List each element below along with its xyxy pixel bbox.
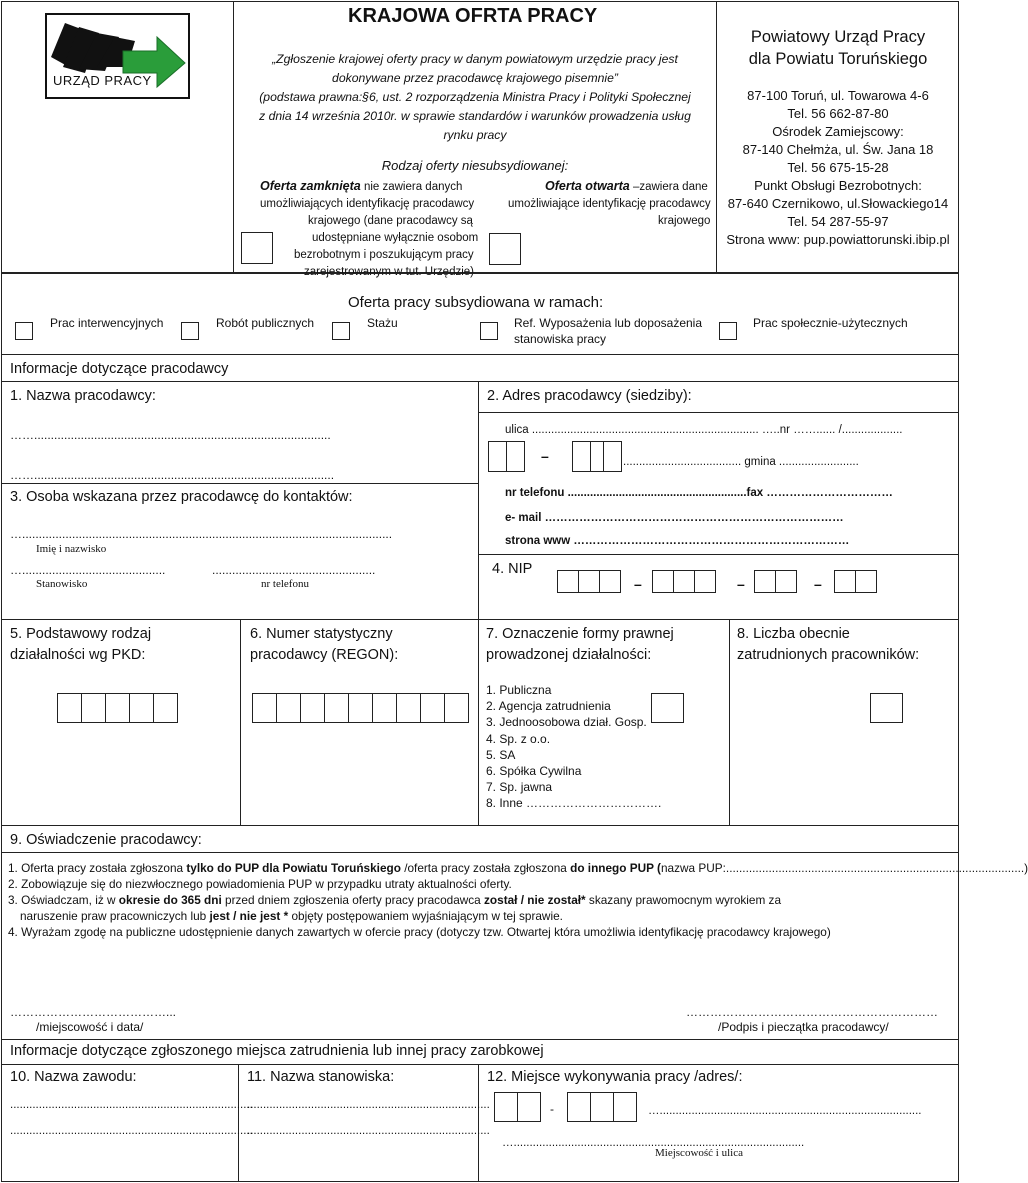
field-3-phone-label: nr telefonu <box>261 578 309 590</box>
legal-form-option: 2. Agencja zatrudnienia <box>486 699 611 714</box>
legal-form-option: 8. Inne ……………………………. <box>486 796 662 811</box>
subsidized-title: Oferta pracy subsydiowana w ramach: <box>348 294 604 311</box>
legal-form-option: 1. Publiczna <box>486 683 552 697</box>
field-12-line-2[interactable]: …........................................................................................... <box>502 1137 805 1149</box>
field-3-name-line[interactable]: …............................................................................................................... <box>10 527 393 541</box>
legal-form-option: 4. Sp. z o.o. <box>486 731 551 746</box>
nip-dash-1: – <box>634 576 642 592</box>
nip-cell-10[interactable] <box>855 570 877 593</box>
declaration-item-3-cont: naruszenie praw pracowniczych lub jest / nie jest * objęty postępowaniem wyjaśniającym w tej sprawie. <box>20 909 563 923</box>
logo-text: URZĄD PRACY <box>53 73 152 88</box>
legal-form-option: 7. Sp. jawna <box>486 780 553 795</box>
open-offer-title: Oferta otwarta <box>545 179 630 193</box>
logo <box>45 13 190 99</box>
declaration-item-1: 1. Oferta pracy została zgłoszona tylko do PUP dla Powiatu Toruńskiego /oferta pracy została zgłoszona do innego PUP (nazwa PUP:...........................................................................................) <box>8 861 1028 875</box>
field-12-label: 12. Miejsce wykonywania pracy /adres/: <box>487 1069 743 1085</box>
legal-form-checkbox[interactable] <box>651 693 684 723</box>
declaration-title-line <box>1 852 959 853</box>
workplace-top-line <box>1 1039 959 1040</box>
workplace-postal-cell-3[interactable] <box>567 1092 591 1122</box>
workplace-postal-cell-2[interactable] <box>517 1092 541 1122</box>
section-5-top-line <box>1 619 959 620</box>
field-1-label: 1. Nazwa pracodawcy: <box>10 388 156 404</box>
field-11-line-2[interactable]: ............................................................................ <box>247 1125 490 1137</box>
section-5-div-1 <box>240 619 241 825</box>
declaration-text <box>8 860 1028 940</box>
nip-cell-9[interactable] <box>834 570 856 593</box>
closed-offer-checkbox[interactable] <box>241 232 273 264</box>
field-12-line-1[interactable]: ….................................................................................. <box>648 1105 922 1117</box>
employer-section-title: Informacje dotyczące pracodawcy <box>10 361 229 377</box>
nip-cell-5[interactable] <box>673 570 695 593</box>
subsidized-checkbox-equipment[interactable] <box>480 322 498 340</box>
legal-form-option: 3. Jednoosobowa dział. Gosp. <box>486 715 647 730</box>
nip-top-line <box>478 554 959 555</box>
declaration-item-2: 2. Zobowiązuje się do niezwłocznego powiadomienia PUP w przypadku utraty aktualności oferty. <box>8 877 512 891</box>
regon-cell-8[interactable] <box>420 693 445 723</box>
pkd-cell-2[interactable] <box>81 693 106 723</box>
pkd-cell-5[interactable] <box>153 693 178 723</box>
nip-cell-7[interactable] <box>754 570 776 593</box>
nip-cell-8[interactable] <box>775 570 797 593</box>
legal-form-option: 6. Spółka Cywilna <box>486 764 582 779</box>
section-5-div-3 <box>729 619 730 825</box>
workplace-postal-cell-5[interactable] <box>613 1092 637 1122</box>
nip-cell-3[interactable] <box>599 570 621 593</box>
page-title: KRAJOWA OFRTA PRACY <box>348 5 598 27</box>
declaration-item-4: 4. Wyrażam zgodę na publiczne udostępnienie danych zawartych w ofercie pracy (dotyczy tzw. Otwartej która umożliwia identyfikację pracodawcy krajowego) <box>8 925 831 939</box>
place-date-line[interactable]: …………………………………... <box>10 1005 177 1019</box>
legal-form-option: 5. SA <box>486 747 516 762</box>
postal-cell-3[interactable] <box>572 441 591 472</box>
postal-cell-5[interactable] <box>603 441 622 472</box>
signature-label: /Podpis i pieczątka pracodawcy/ <box>718 1020 889 1034</box>
postal-dash: – <box>541 448 549 464</box>
office-name: Powiatowy Urząd Pracy dla Powiatu Toruńskiego <box>748 28 928 68</box>
field-10-line-1[interactable]: ............................................................................ <box>10 1099 253 1111</box>
regon-cell-2[interactable] <box>276 693 301 723</box>
field-3-label: 3. Osoba wskazana przez pracodawcę do kontaktów: <box>10 489 353 505</box>
signature-line[interactable]: ……………………………………………………… <box>686 1005 938 1019</box>
workplace-postal-cell-1[interactable] <box>494 1092 518 1122</box>
workplace-postal-cell-4[interactable] <box>590 1092 614 1122</box>
nip-dash-3: – <box>814 576 822 592</box>
closed-offer-title: Oferta zamknięta <box>260 179 361 193</box>
regon-cell-7[interactable] <box>396 693 421 723</box>
unsubsidized-title: Rodzaj oferty niesubsydiowanej: <box>381 158 569 173</box>
field-4-label: 4. NIP <box>492 561 533 577</box>
subsidized-checkbox-public-works[interactable] <box>181 322 199 340</box>
nip-cell-1[interactable] <box>557 570 579 593</box>
legal-basis: „Zgłoszenie krajowej oferty pracy w danym powiatowym urzędzie pracy jest dokonywane przez pracodawcę krajowego pisemnie” (podstawa prawna:§6, ust. 2 rozporządzenia Ministra Pracy i Polityki Społecznej z dnia 14 września 2010r. w sprawie standardów i warunków prowadzenia usług rynku pracy <box>259 52 691 142</box>
phone-fax-line[interactable]: nr telefonu ........................................................fax …………………………… <box>505 487 893 499</box>
regon-cell-6[interactable] <box>372 693 397 723</box>
subsidized-label-equipment: Ref. Wyposażenia lub doposażenia <box>514 316 703 330</box>
email-line[interactable]: e- mail …………………………………………………………………… <box>505 512 844 524</box>
place-date-label: /miejscowość i data/ <box>36 1020 144 1034</box>
office-lines: 87-100 Toruń, ul. Towarowa 4-6 Tel. 56 662-87-80 Ośrodek Zamiejscowy: 87-140 Chełmża, ul. Św. Jana 18 Tel. 56 675-15-28 Punkt Obsługi Bezrobotnych: 87-640 Czernikowo, ul.Słowackiego14 Tel. 54 287-55-97 Strona www: pup.powiattorunski.ibip.pl <box>726 88 950 247</box>
field-2-title-line <box>478 412 959 413</box>
field-11-line-1[interactable]: ............................................................................ <box>247 1099 490 1111</box>
subsidized-label-public-works: Robót publicznych <box>216 316 315 330</box>
subsidized-checkbox-internship[interactable] <box>332 322 350 340</box>
section-5-div-2 <box>478 619 479 825</box>
closed-offer-text: Oferta zamknięta nie zawiera danych umożliwiających identyfikację pracodawcy krajowego (dane pracodawcy są udostępniane wyłącznie osobom bezrobotnym i poszukującym pracy zarejestrowanym w tut. Urzędzie) <box>260 179 479 278</box>
field-1-line-1[interactable]: ……......................................................................................... <box>10 428 331 442</box>
field-7-label: 7. Oznaczenie formy prawnej prowadzonej działalności: <box>486 626 674 663</box>
open-offer-checkbox[interactable] <box>489 233 521 265</box>
field-10-line-2[interactable]: ............................................................................ <box>10 1125 253 1137</box>
workplace-title-line <box>1 1064 959 1065</box>
subsidized-label-equipment-2: stanowiska pracy <box>514 332 607 346</box>
nip-cell-2[interactable] <box>578 570 600 593</box>
regon-cell-3[interactable] <box>300 693 325 723</box>
header-divider-1 <box>233 1 234 273</box>
field-1-line-2[interactable]: …….......................................................................................... <box>10 468 335 482</box>
declaration-item-3: 3. Oświadczam, iż w okresie do 365 dni przed dniem zgłoszenia oferty pracy pracodawca został / nie został* skazany prawomocnym wyrokiem za <box>8 893 782 907</box>
nip-cell-6[interactable] <box>694 570 716 593</box>
field-2-label: 2. Adres pracodawcy (siedziby): <box>487 388 692 404</box>
field-8-label: 8. Liczba obecnie zatrudnionych pracowników: <box>737 626 920 663</box>
workplace-div-1 <box>238 1064 239 1182</box>
field-3-name-label: Imię i nazwisko <box>36 543 107 555</box>
field-10-label: 10. Nazwa zawodu: <box>10 1069 137 1085</box>
postal-cell-2[interactable] <box>506 441 525 472</box>
nip-cell-4[interactable] <box>652 570 674 593</box>
subsidized-checkbox-community[interactable] <box>719 322 737 340</box>
field-3-position-label: Stanowisko <box>36 578 88 590</box>
field-5-label: 5. Podstawowy rodzaj działalności wg PKD: <box>10 626 152 663</box>
pkd-cell-4[interactable] <box>129 693 154 723</box>
subsidized-label-internship: Stażu <box>367 316 398 330</box>
workplace-title: Informacje dotyczące zgłoszonego miejsca zatrudnienia lub innej pracy zarobkowej <box>10 1043 544 1059</box>
declaration-top-line <box>1 825 959 826</box>
regon-cell-4[interactable] <box>324 693 349 723</box>
field-3-phone-line[interactable]: ................................................. <box>212 563 376 577</box>
subsidized-label-interventional: Prac interwencyjnych <box>50 316 164 330</box>
street-line[interactable]: ulica ....................................................................... …..nr ……...... /................... <box>505 424 903 436</box>
declaration-title: 9. Oświadczenie pracodawcy: <box>10 832 202 848</box>
employer-col-divider <box>478 381 479 619</box>
employer-top-line <box>1 354 959 355</box>
field-7-options <box>486 682 661 812</box>
gmina-line[interactable]: ..................................... gmina ......................... <box>623 456 859 468</box>
regon-cell-1[interactable] <box>252 693 277 723</box>
postal-cell-1[interactable] <box>488 441 507 472</box>
regon-cell-5[interactable] <box>348 693 373 723</box>
field-3-top-line <box>1 483 478 484</box>
field-11-label: 11. Nazwa stanowiska: <box>247 1069 395 1085</box>
www-line[interactable]: strona www ……………………………………………………………… <box>505 535 850 547</box>
field-3-position-line[interactable]: …........................................... <box>10 563 166 577</box>
workplace-postal-dash: - <box>550 1102 554 1116</box>
subsidized-label-community: Prac społecznie-użytecznych <box>753 316 908 330</box>
office-info <box>717 26 959 249</box>
field-6-label: 6. Numer statystyczny pracodawcy (REGON): <box>250 626 399 663</box>
employee-count-box[interactable] <box>870 693 903 723</box>
regon-cell-9[interactable] <box>444 693 469 723</box>
open-offer-text: Oferta otwarta –zawiera dane umożliwiające identyfikację pracodawcy krajowego <box>508 179 711 227</box>
pkd-cell-3[interactable] <box>105 693 130 723</box>
workplace-div-2 <box>478 1064 479 1182</box>
employer-title-line <box>1 381 959 382</box>
field-12-address-label: Miejscowość i ulica <box>655 1147 743 1159</box>
subsidized-checkbox-interventional[interactable] <box>15 322 33 340</box>
nip-dash-2: – <box>737 576 745 592</box>
pkd-cell-1[interactable] <box>57 693 82 723</box>
